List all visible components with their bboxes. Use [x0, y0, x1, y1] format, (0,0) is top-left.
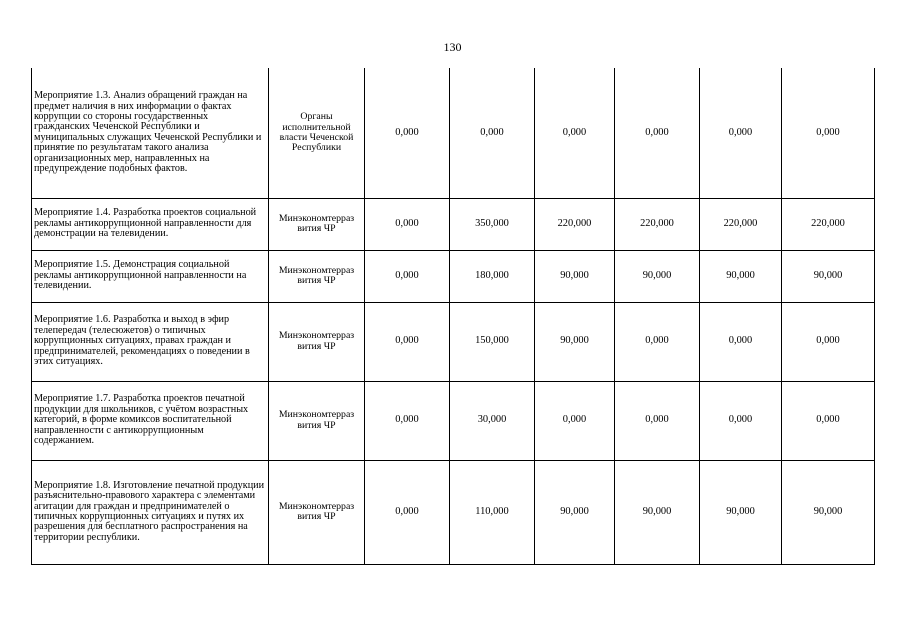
value-cell: 90,000 — [782, 460, 875, 564]
value-cell: 90,000 — [535, 460, 615, 564]
value-cell: 90,000 — [700, 460, 782, 564]
value-cell: 30,000 — [450, 381, 535, 460]
page-number: 130 — [443, 40, 462, 54]
value-cell: 0,000 — [365, 198, 450, 250]
activity-description: Мероприятие 1.4. Разработка проектов социальной рекламы антикоррупционной направленности для демонстрации на телевидении. — [32, 198, 269, 250]
value-cell: 350,000 — [450, 198, 535, 250]
value-cell: 90,000 — [615, 460, 700, 564]
value-cell: 0,000 — [450, 68, 535, 198]
value-cell: 0,000 — [615, 381, 700, 460]
activity-description: Мероприятие 1.6. Разработка и выход в эфир телепередач (телесюжетов) о типичных коррупционных ситуациях, правах граждан и предпринимателей, рекомендациях о поведении в этих ситуациях. — [32, 302, 269, 381]
responsible-organization: Органы исполнительной власти Чеченской Республики — [269, 68, 365, 198]
value-cell: 0,000 — [365, 381, 450, 460]
table-row — [32, 198, 875, 250]
value-cell: 220,000 — [615, 198, 700, 250]
value-cell: 0,000 — [365, 302, 450, 381]
value-cell: 90,000 — [782, 250, 875, 302]
value-cell: 0,000 — [782, 381, 875, 460]
value-cell: 90,000 — [700, 250, 782, 302]
value-cell: 220,000 — [782, 198, 875, 250]
table-row — [32, 460, 875, 564]
value-cell: 0,000 — [615, 68, 700, 198]
table-row — [32, 302, 875, 381]
responsible-organization: Минэкономтерраз вития ЧР — [269, 381, 365, 460]
value-cell: 0,000 — [782, 68, 875, 198]
activity-description: Мероприятие 1.8. Изготовление печатной продукции разъяснительно-правового характера с элементами агитации для граждан и предпринимателей о типичных коррупционных ситуациях и путях их разрешения для бесплатного распространения на территории республики. — [32, 460, 269, 564]
table-row — [32, 381, 875, 460]
value-cell: 220,000 — [535, 198, 615, 250]
value-cell: 0,000 — [700, 68, 782, 198]
table-row — [32, 68, 875, 198]
responsible-organization: Минэкономтерраз вития ЧР — [269, 250, 365, 302]
activity-description: Мероприятие 1.3. Анализ обращений граждан на предмет наличия в них информации о фактах коррупции со стороны государственных гражданских Чеченской Республики и муниципальных служащих Чеченской Республики и принятие по результатам такого анализа организационных мер, направленных на предупреждение подобных фактов. — [32, 68, 269, 198]
value-cell: 220,000 — [700, 198, 782, 250]
activity-description: Мероприятие 1.5. Демонстрация социальной рекламы антикоррупционной направленности на телевидении. — [32, 250, 269, 302]
responsible-organization: Минэкономтерраз вития ЧР — [269, 460, 365, 564]
value-cell: 0,000 — [365, 250, 450, 302]
value-cell: 90,000 — [615, 250, 700, 302]
value-cell: 90,000 — [535, 302, 615, 381]
value-cell: 0,000 — [535, 381, 615, 460]
table-row — [32, 250, 875, 302]
value-cell: 0,000 — [782, 302, 875, 381]
activity-description: Мероприятие 1.7. Разработка проектов печатной продукции для школьников, с учётом возрастных категорий, в форме комиксов воспитательной направленности с антикоррупционным содержанием. — [32, 381, 269, 460]
value-cell: 0,000 — [365, 460, 450, 564]
activities-table — [31, 68, 875, 565]
value-cell: 180,000 — [450, 250, 535, 302]
responsible-organization: Минэкономтерраз вития ЧР — [269, 198, 365, 250]
value-cell: 150,000 — [450, 302, 535, 381]
value-cell: 0,000 — [365, 68, 450, 198]
value-cell: 90,000 — [535, 250, 615, 302]
responsible-organization: Минэкономтерраз вития ЧР — [269, 302, 365, 381]
value-cell: 0,000 — [535, 68, 615, 198]
value-cell: 110,000 — [450, 460, 535, 564]
value-cell: 0,000 — [700, 302, 782, 381]
value-cell: 0,000 — [615, 302, 700, 381]
value-cell: 0,000 — [700, 381, 782, 460]
